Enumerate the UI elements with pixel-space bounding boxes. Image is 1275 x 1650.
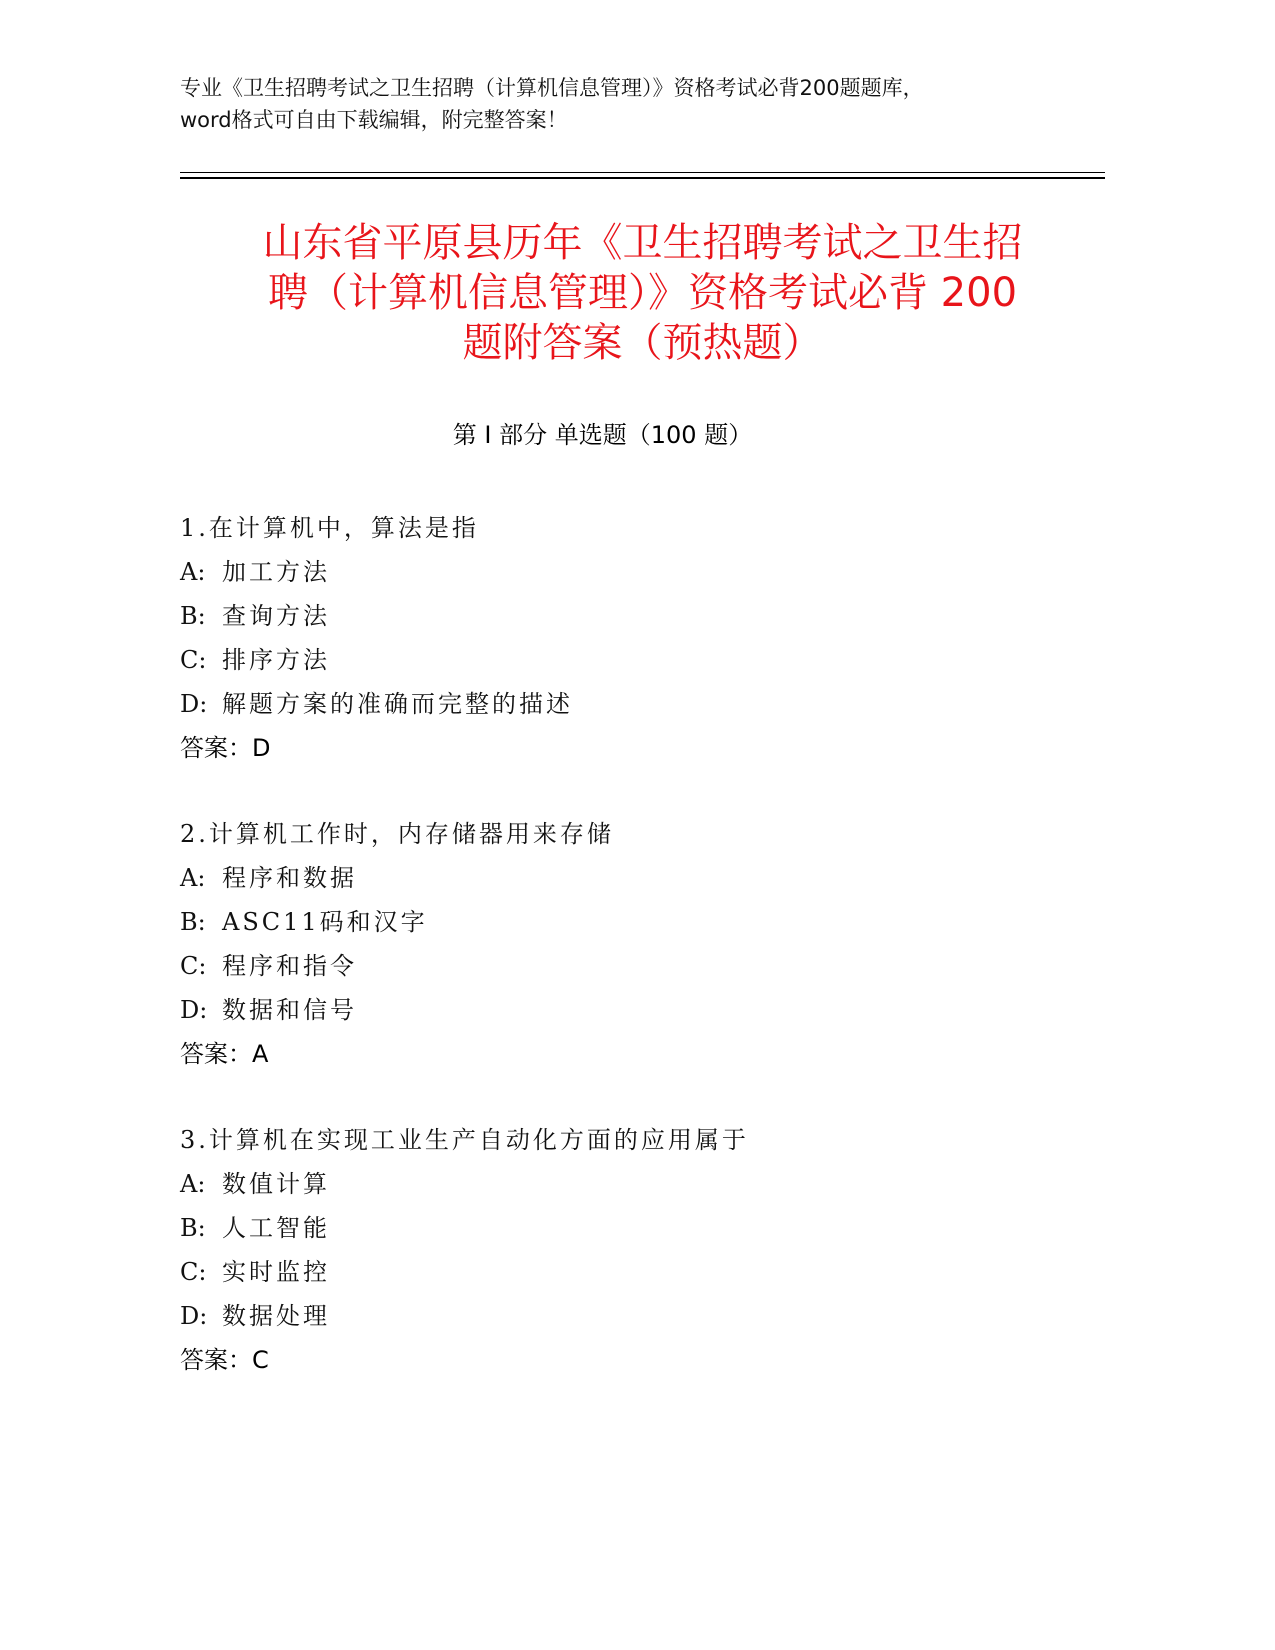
option-b — [180, 594, 1080, 638]
question-3 — [180, 1118, 1080, 1382]
option-text: 解题方案的准确而完整的描述 — [222, 690, 573, 718]
option-key: B: — [180, 908, 206, 936]
option-key: A: — [180, 864, 206, 892]
option-key: B: — [180, 1214, 206, 1242]
document-title — [180, 218, 1105, 368]
question-1 — [180, 506, 1080, 770]
option-text: 程序和指令 — [222, 952, 357, 980]
question-stem: 3.计算机在实现工业生产自动化方面的应用属于 — [180, 1126, 749, 1154]
header-divider-thin — [180, 172, 1105, 173]
header-note — [180, 72, 1100, 136]
answer: 答案：A — [180, 1040, 269, 1068]
header-note-line-1: 专业《卫生招聘考试之卫生招聘（计算机信息管理）》资格考试必背200题题库， — [180, 76, 924, 100]
option-key: C: — [180, 1258, 207, 1286]
option-text: 加工方法 — [222, 558, 330, 586]
option-key: C: — [180, 646, 207, 674]
option-a — [180, 856, 1080, 900]
header-divider-thick — [180, 177, 1105, 179]
document-title-line-1: 山东省平原县历年《卫生招聘考试之卫生招 — [262, 220, 1023, 266]
option-text: 实时监控 — [222, 1258, 330, 1286]
option-text: 排序方法 — [222, 646, 330, 674]
option-text: 数据处理 — [222, 1302, 330, 1330]
question-stem: 2.计算机工作时，内存储器用来存储 — [180, 820, 614, 848]
option-text: ASC11码和汉字 — [222, 908, 428, 936]
option-text: 数据和信号 — [222, 996, 357, 1024]
option-text: 人工智能 — [222, 1214, 330, 1242]
option-c — [180, 1250, 1080, 1294]
option-c — [180, 638, 1080, 682]
option-text: 查询方法 — [222, 602, 330, 630]
option-d — [180, 682, 1080, 726]
option-key: C: — [180, 952, 207, 980]
option-key: D: — [180, 690, 208, 718]
option-key: D: — [180, 996, 208, 1024]
option-c — [180, 944, 1080, 988]
option-b — [180, 900, 1080, 944]
option-text: 程序和数据 — [222, 864, 357, 892]
option-text: 数值计算 — [222, 1170, 330, 1198]
option-d — [180, 1294, 1080, 1338]
section-title: 第 I 部分 单选题（100 题） — [452, 421, 753, 449]
answer: 答案：D — [180, 734, 271, 762]
question-list — [180, 506, 1080, 1424]
option-key: B: — [180, 602, 206, 630]
header-note-line-2: word格式可自由下载编辑，附完整答案！ — [180, 108, 568, 132]
option-key: A: — [180, 558, 206, 586]
option-key: D: — [180, 1302, 208, 1330]
document-title-line-2: 聘（计算机信息管理）》资格考试必背 200 — [267, 270, 1018, 316]
question-stem: 1.在计算机中，算法是指 — [180, 514, 479, 542]
option-a — [180, 1162, 1080, 1206]
document-title-line-3: 题附答案（预热题） — [462, 320, 823, 366]
option-b — [180, 1206, 1080, 1250]
option-d — [180, 988, 1080, 1032]
option-a — [180, 550, 1080, 594]
answer: 答案：C — [180, 1346, 269, 1374]
question-2 — [180, 812, 1080, 1076]
option-key: A: — [180, 1170, 206, 1198]
